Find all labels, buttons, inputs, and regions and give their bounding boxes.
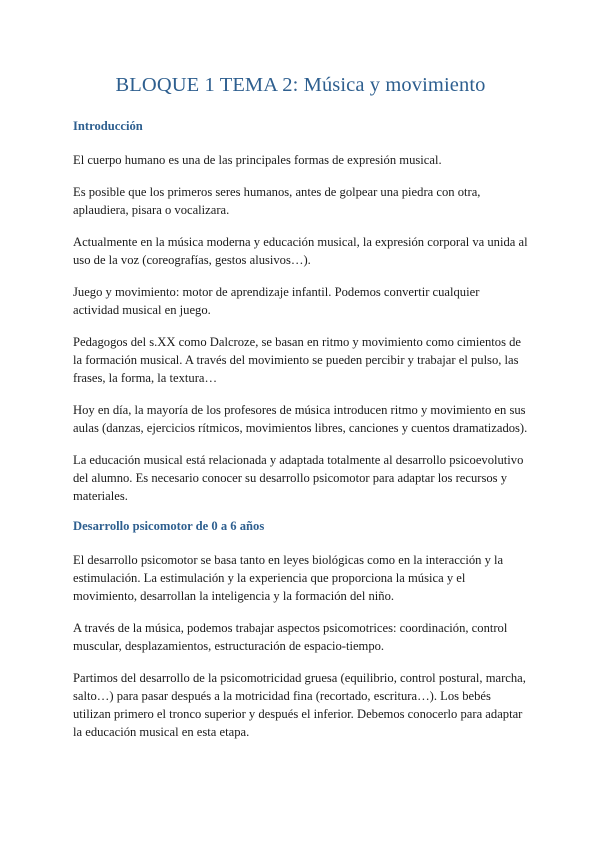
paragraph: Partimos del desarrollo de la psicomotricidad gruesa (equilibrio, control postural, marcha, salto…) para pasar después a la motricidad fina (recortado, escritura…). Los bebés utilizan primero el tronco superior y después el inferior. Debemos conocerlo para adaptar la educación musical en esta etapa. bbox=[73, 671, 526, 739]
section-heading-introduccion: Introducción bbox=[73, 119, 143, 133]
paragraph: El cuerpo humano es una de las principales formas de expresión musical. bbox=[73, 153, 442, 167]
document-title: BLOQUE 1 TEMA 2: Música y movimiento bbox=[115, 74, 486, 96]
paragraph: Actualmente en la música moderna y educación musical, la expresión corporal va unida al uso de la voz (coreografías, gestos alusivos…). bbox=[73, 235, 528, 267]
paragraph: Es posible que los primeros seres humanos, antes de golpear una piedra con otra, aplaudiera, pisara o vocalizara. bbox=[73, 185, 481, 217]
paragraph: Pedagogos del s.XX como Dalcroze, se basan en ritmo y movimiento como cimientos de la formación musical. A través del movimiento se pueden percibir y trabajar el pulso, las frases, la forma, la textura… bbox=[73, 335, 522, 385]
paragraph: Juego y movimiento: motor de aprendizaje infantil. Podemos convertir cualquier actividad musical en juego. bbox=[73, 285, 480, 317]
section-heading-desarrollo-psicomotor: Desarrollo psicomotor de 0 a 6 años bbox=[73, 519, 265, 533]
paragraph: El desarrollo psicomotor se basa tanto en leyes biológicas como en la interacción y la estimulación. La estimulación y la experiencia que proporciona la música y el movimiento, desarrollan la inteligencia y la formación del niño. bbox=[73, 553, 504, 603]
paragraph: La educación musical está relacionada y adaptada totalmente al desarrollo psicoevolutivo del alumno. Es necesario conocer su desarrollo psicomotor para adaptar los recursos y materiales. bbox=[73, 453, 524, 503]
paragraph: Hoy en día, la mayoría de los profesores de música introducen ritmo y movimiento en sus aulas (danzas, ejercicios rítmicos, movimientos libres, canciones y cuentos dramatizados). bbox=[73, 403, 528, 435]
paragraph: A través de la música, podemos trabajar aspectos psicomotrices: coordinación, control muscular, desplazamientos, estructuración de espacio-tiempo. bbox=[73, 621, 508, 653]
